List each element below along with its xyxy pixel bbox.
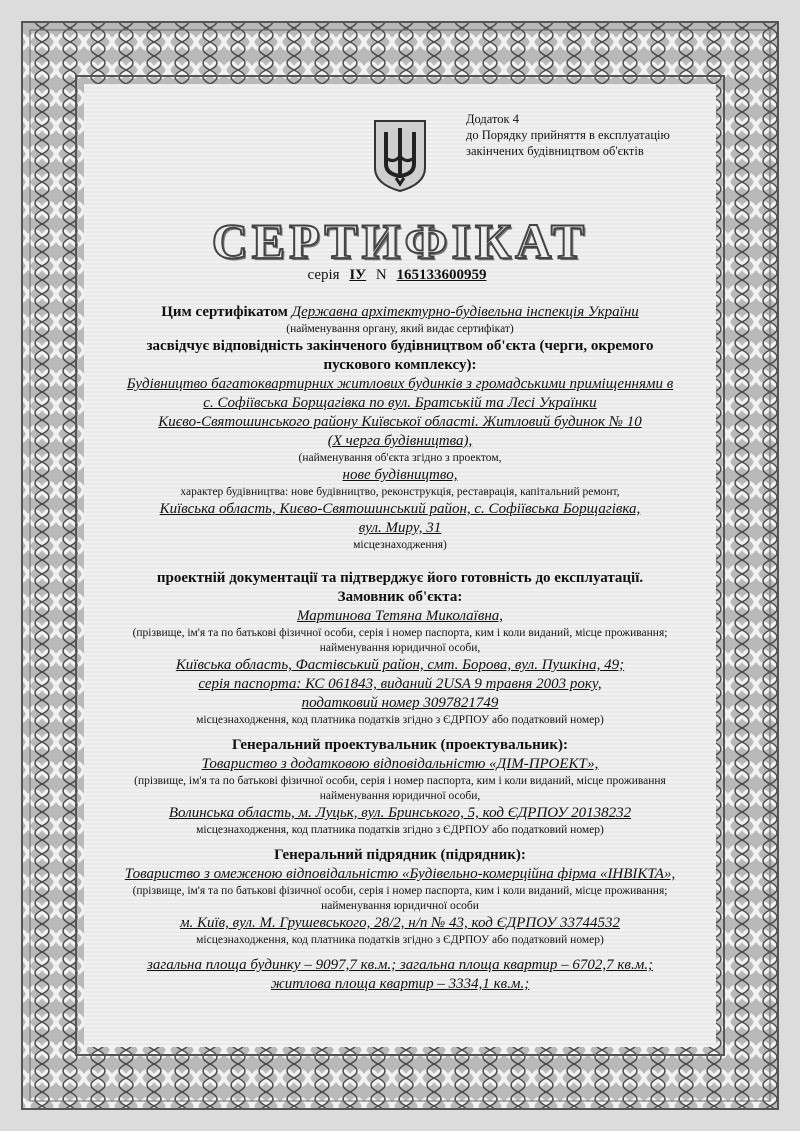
object-location: вул. Миру, 31 [358, 520, 442, 536]
certificate-number: 165133600959 [396, 267, 487, 283]
appendix-line: до Порядку прийняття в експлуатацію [466, 128, 670, 142]
contractor-heading: Генеральний підрядник (підрядник): [274, 847, 526, 863]
area-line: загальна площа будинку – 9097,7 кв.м.; загальна площа квартир – 6702,7 кв.м.; [146, 957, 654, 973]
designer-caption: місцезнаходження, код платника податків згідно з ЄДРПОУ або податковий номер) [196, 824, 604, 836]
issuer-caption: (найменування органу, який видає сертифікат) [286, 323, 514, 335]
construction-type: нове будівництво, [342, 467, 458, 483]
customer-caption: (прізвище, ім'я та по батькові фізичної особи, серія і номер паспорта, ким і коли виданий, місце проживання; [132, 627, 668, 639]
statement-line: засвідчує відповідність закінченого будівництвом об'єкта (черги, окремого [146, 338, 654, 354]
certificate-body [100, 303, 700, 994]
certificate-title [0, 212, 800, 270]
object-caption: (найменування об'єкта згідно з проектом, [298, 452, 502, 464]
series-line [0, 267, 800, 284]
customer-passport: серія паспорта: КС 061843, виданий 2USA 9 травня 2003 року, [198, 676, 602, 692]
designer-heading: Генеральний проектувальник (проектувальник): [231, 737, 569, 753]
location-caption: місцезнаходження) [353, 539, 447, 551]
statement-line: пускового комплексу): [323, 357, 477, 373]
area-line: житлова площа квартир – 3334,1 кв.м.; [270, 976, 530, 992]
object-location: Київська область, Києво-Святошинський район, с. Софіївська Борщагівка, [159, 501, 641, 517]
contractor-caption: найменування юридичної особи [321, 900, 479, 912]
customer-name: Мартинова Тетяна Миколаївна, [296, 608, 504, 624]
object-name-line: (Х черга будівництва), [327, 433, 473, 449]
title-text: СЕРТИФІКАТ [211, 213, 589, 269]
conformity-statement: проектній документації та підтверджує його готовність до експлуатації. [156, 570, 644, 586]
object-name-line: с. Софіївська Борщагівка по вул. Братській та Лесі Українки [203, 395, 597, 411]
contractor-address: м. Київ, вул. М. Грушевського, 28/2, н/п № 43, код ЄДРПОУ 33744532 [179, 915, 621, 931]
appendix-line: закінчених будівництвом об'єктів [466, 144, 644, 158]
issuer-line [100, 303, 700, 322]
issuer-lead: Цим сертифікатом [161, 304, 288, 320]
designer-caption: (прізвище, ім'я та по батькові фізичної особи, серія і номер паспорта, ким і коли виданий, місце проживання [134, 775, 666, 787]
customer-caption: найменування юридичної особи, [319, 642, 481, 654]
contractor-name: Товариство з омеженою відповідальністю «Будівельно-комерційна фірма «ІНВІКТА», [124, 866, 676, 882]
contractor-caption: (прізвище, ім'я та по батькові фізичної особи, серія і номер паспорта, ким і коли виданий, місце проживання; [132, 885, 668, 897]
object-name-line: Києво-Святошинського району Київської області. Житловий будинок № 10 [158, 414, 642, 430]
object-name-line: Будівництво багатоквартирних житлових будинків з громадськими приміщеннями в [126, 376, 674, 392]
series-label: серія [307, 267, 340, 283]
construction-type-caption: характер будівництва: нове будівництво, реконструкція, реставрація, капітальний ремонт, [180, 486, 620, 498]
customer-caption: місцезнаходження, код платника податків згідно з ЄДРПОУ або податковий номер) [196, 714, 604, 726]
number-label: N [375, 267, 387, 283]
appendix-note [466, 111, 670, 159]
series-value: ІУ [349, 267, 367, 283]
designer-address: Волинська область, м. Луцьк, вул. Бринського, 5, код ЄДРПОУ 20138232 [168, 805, 632, 821]
designer-name: Товариство з додатковою відповідальністю «ДІМ-ПРОЕКТ», [201, 756, 599, 772]
trident-coat-of-arms-icon [372, 118, 428, 194]
contractor-caption: місцезнаходження, код платника податків згідно з ЄДРПОУ або податковий номер) [196, 934, 604, 946]
customer-address: Київська область, Фастівський район, смт. Борова, вул. Пушкіна, 49; [175, 657, 625, 673]
issuer-name: Державна архітектурно-будівельна інспекція України [291, 304, 639, 320]
designer-caption: найменування юридичної особи, [319, 790, 481, 802]
appendix-line: Додаток 4 [466, 112, 519, 126]
customer-tax-number: податковий номер 3097821749 [301, 695, 499, 711]
customer-heading: Замовник об'єкта: [337, 589, 463, 605]
